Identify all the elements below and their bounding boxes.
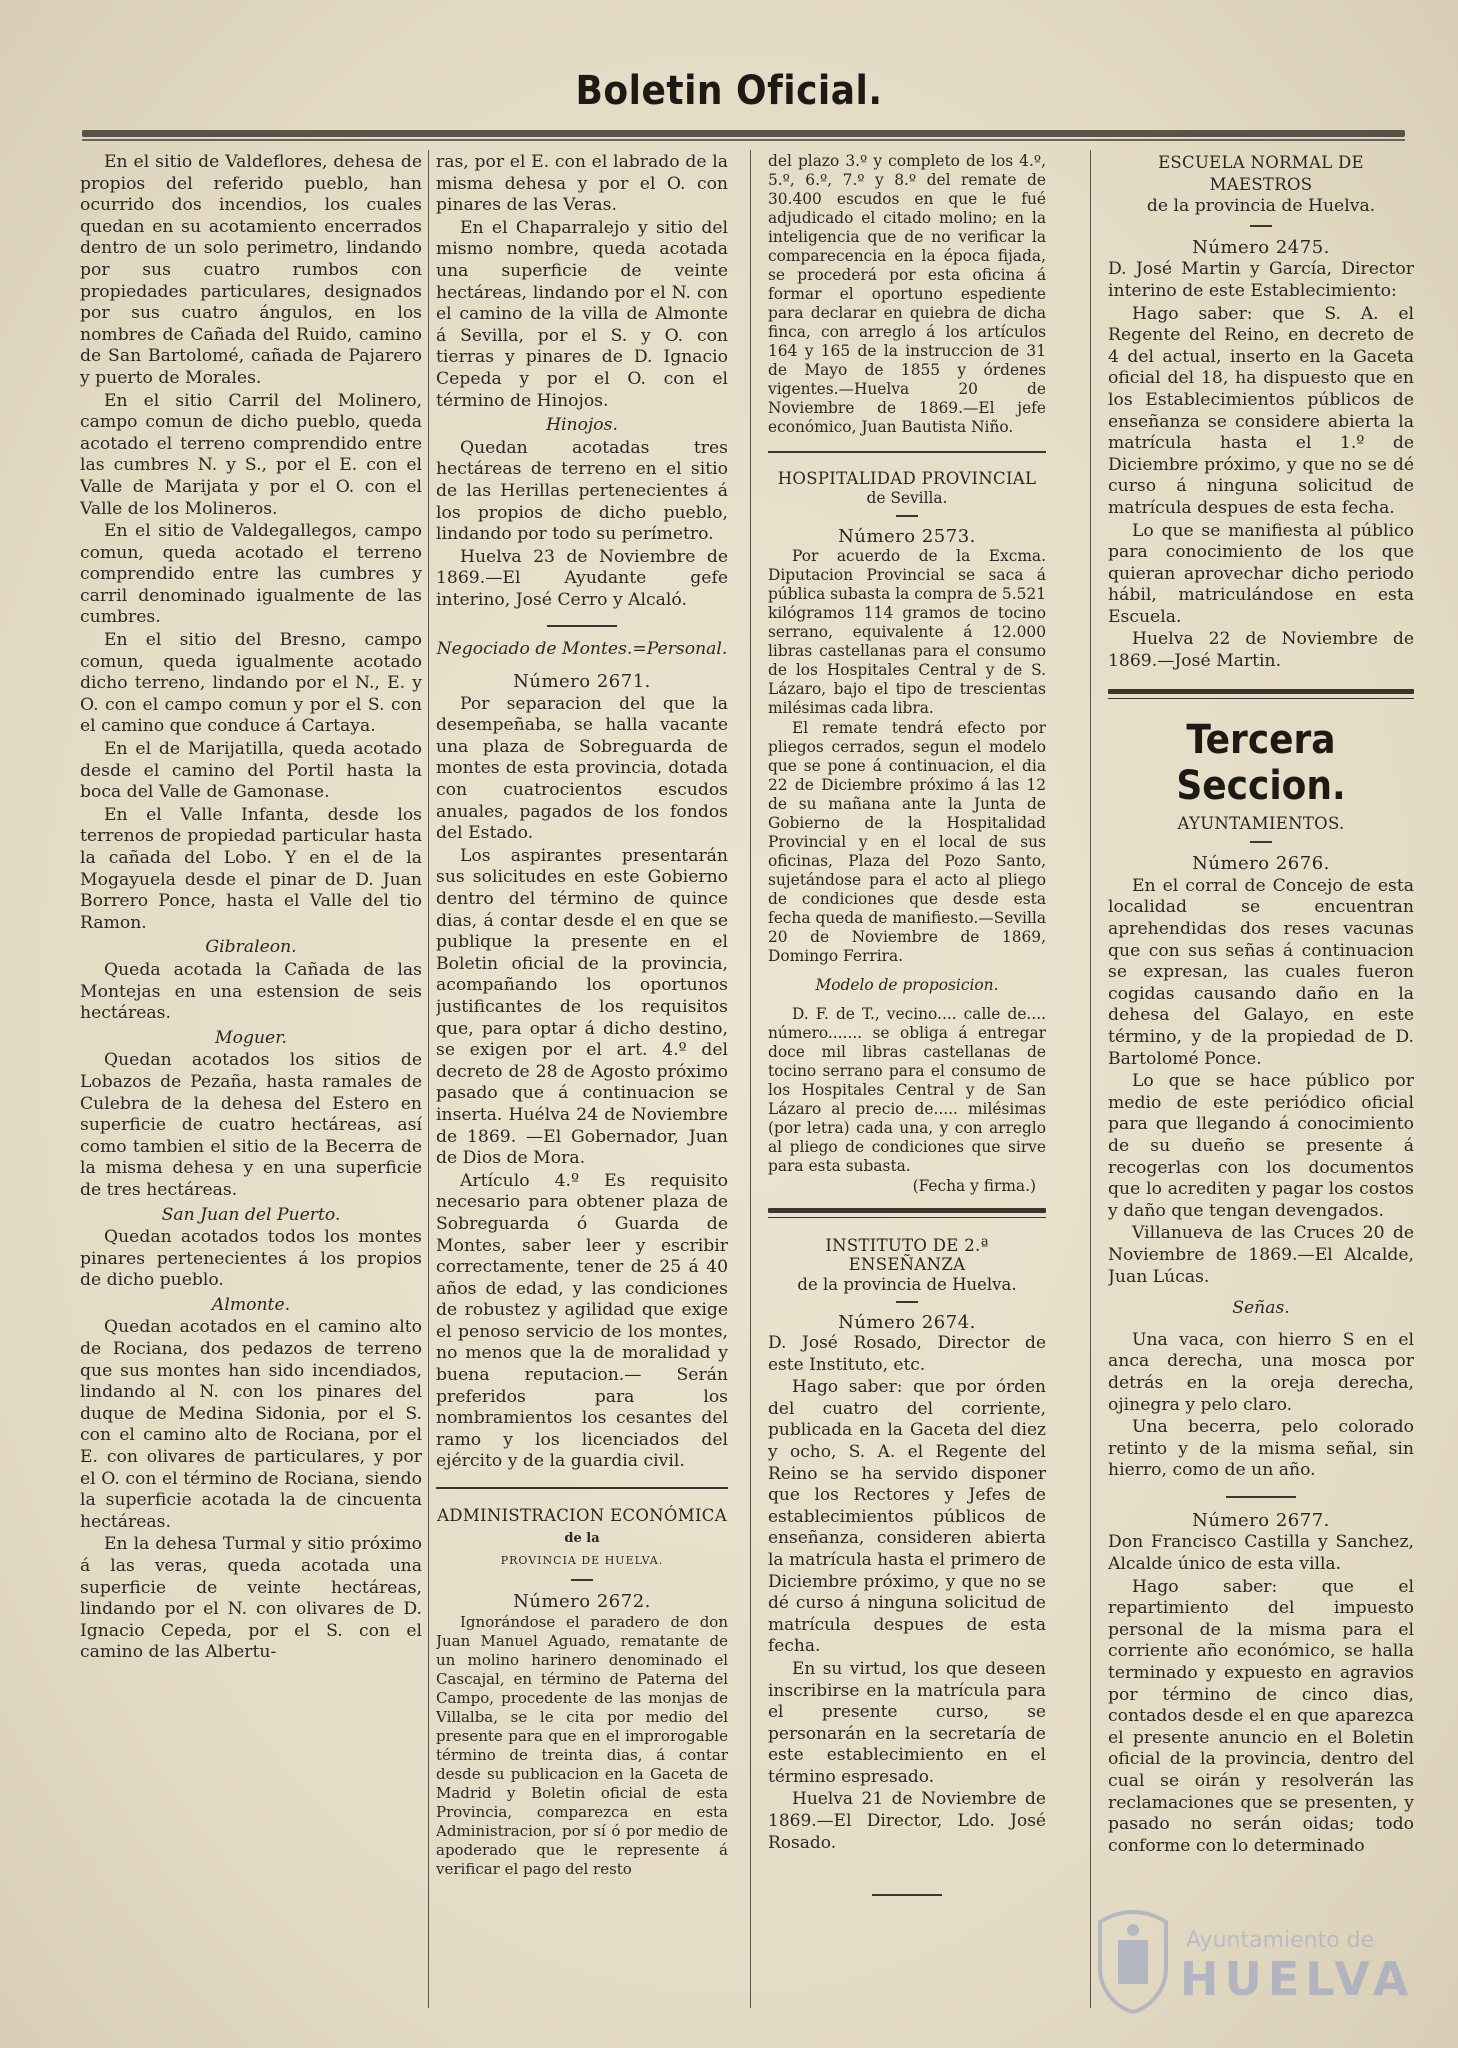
notice-number: Número 2671. — [513, 671, 651, 693]
subheading: Gibraleon. — [205, 937, 297, 958]
paragraph: (Fecha y firma.) — [912, 1177, 1036, 1195]
masthead-rule-thin — [82, 139, 1405, 141]
paragraph: Queda acotada la Cañada de las Montejas en una estension de seis hectáreas. — [80, 959, 422, 1024]
column-divider — [1090, 150, 1091, 2008]
separator — [768, 451, 1046, 453]
paragraph: En el Chaparralejo y sitio del mismo nombre, queda acotada una superficie de veinte hectáreas, lindando por el N. con el camino de la villa de Almonte á Sevilla, por el S. y O. con tierras y pinares de D. Ignacio Cepeda y por el O. con el término de Hinojos. — [436, 217, 728, 411]
masthead-rule — [82, 130, 1405, 137]
paragraph: Quedan acotadas tres hectáreas de terreno en el sitio de las Herillas pertenecientes á los propios de dicho pueblo, lindando por todo su perímetro. — [436, 437, 728, 545]
paragraph: ras, por el E. con el labrado de la misma dehesa y por el O. con pinares de las Veras. — [436, 152, 728, 216]
paragraph: En el sitio de Valdeflores, dehesa de propios del referido pueblo, han ocurrido dos incendios, los cuales quedan en su acotamiento encerrados dentro de un solo perimetro, lindando por sus cuatro rumbos con propiedades particulares, designados por sus cuatro ángulos, en los nombres de Cañada del Ruido, camino de San Bartolomé, cañada de Pajarero y puerto de Morales. — [80, 152, 422, 388]
column-1 — [80, 152, 422, 2008]
paragraph: Hago saber: que por órden del cuatro del corriente, publicada en la Gaceta del diez y ocho, S. A. el Regente del Reino se ha servido disponer que los Rectores y Jefes de establecimientos públicos de enseñanza, consideren abierta la matrícula hasta el primero de Diciembre próximo, y que no se dé curso á ninguna solicitud de matrícula despues de esta fecha. — [768, 1377, 1046, 1657]
notice-number: Número 2674. — [838, 1312, 976, 1333]
paragraph: Una vaca, con hierro S en el anca derecha, una mosca por detrás en la oreja derecha, ojinegra y pelo claro. — [1108, 1329, 1414, 1415]
paragraph: Una becerra, pelo colorado retinto y de la misma señal, sin hierro, como de un año. — [1108, 1417, 1414, 1481]
separator — [571, 1579, 593, 1581]
paragraph: En el sitio Carril del Molinero, campo comun de dicho pueblo, queda acotado el terreno comprendido entre las cumbres N. y S., por el E. con el Valle de Marijata y por el O. con el Valle de los Molineros. — [80, 390, 422, 519]
watermark — [1068, 1908, 1415, 2018]
paragraph: Hago saber: que S. A. el Regente del Reino, en decreto de 4 del actual, inserto en la Gaceta oficial del 18, ha dispuesto que en los Establecimientos públicos de enseñanza se considere abierta la matrícula hasta el 1.º de Diciembre próximo, y que no se dé curso á ninguna solicitud de matrícula despues de esta fecha. — [1108, 303, 1414, 518]
separator — [1226, 1496, 1296, 1498]
separator — [896, 1301, 918, 1303]
subheading: Negociado de Montes.=Personal. — [436, 639, 728, 660]
paragraph: El remate tendrá efecto por pliegos cerrados, segun el modelo que se pone á continuacion, el dia 22 de Diciembre próximo á las 12 de su mañana ante la Junta de Gobierno de la Hospitalidad Provincial y en el local de sus oficinas, Plaza del Pozo Santo, sujetándose para el acto al pliego de condiciones que desde esta fecha queda de manifiesto.—Sevilla 20 de Noviembre de 1869, Domingo Ferrira. — [768, 719, 1046, 965]
paragraph: Villanueva de las Cruces 20 de Noviembre de 1869.—El Alcalde, Juan Lúcas. — [1108, 1223, 1414, 1287]
paragraph: Quedan acotados en el camino alto de Rociana, dos pedazos de terreno que sus montes han sido incendiados, lindando al N. con los pinares del duque de Medina Sidonia, por el S. con el camino alto de Rociana, por el E. con olivares de particulares, y por el O. con el término de Rociana, siendo la superficie acotada la de cincuenta hectáreas. — [80, 1317, 422, 1532]
notice-number: Número 2475. — [1192, 236, 1330, 258]
paragraph: Huelva 22 de Noviembre de 1869.—José Martin. — [1108, 629, 1414, 672]
section-heading: de la — [564, 1530, 600, 1546]
paragraph: del plazo 3.º y completo de los 4.º, 5.º, 6.º, 7.º y 8.º del remate de 30.400 escudos en que le fué adjudicado el citado molino; en la inteligencia que de no verificar la comparecencia en la época fijada, se procederá por esta oficina á formar el oportuno espediente para declarar en quiebra de dicha finca, con arreglo á los artículos 164 y 165 de la instruccion de 31 de Mayo de 1855 y órdenes vigentes.—Huelva 20 de Noviembre de 1869.—El jefe económico, Juan Bautista Niño. — [768, 152, 1046, 436]
paragraph: D. José Rosado, Director de este Instituto, etc. — [768, 1333, 1046, 1375]
section-heading: de la provincia de Huelva. — [1146, 196, 1376, 217]
column-2 — [436, 152, 728, 2008]
watermark-line-1: Ayuntamiento de — [1186, 1928, 1375, 1953]
paragraph: D. José Martin y García, Director interino de este Establecimiento: — [1108, 259, 1414, 301]
notice-number: Número 2677. — [1192, 1509, 1330, 1531]
section-heading: PROVINCIA DE HUELVA. — [500, 1554, 664, 1568]
subheading: Hinojos. — [546, 415, 618, 436]
section-heading: ADMINISTRACION ECONÓMICA — [437, 1506, 727, 1526]
separator — [768, 1217, 1046, 1218]
paragraph: En el Valle Infanta, desde los terrenos de propiedad particular hasta la cañada del Lobo. Y en el de la Mogayuela desde el pinar de D. Juan Borrero Ponce, hasta el Valle del tio Ramon. — [80, 804, 422, 933]
paragraph: D. F. de T., vecino.... calle de.... número....... se obliga á entregar doce mil libras castellanas de tocino serrano para el consumo de los Hospitales Central y de San Lázaro al precio de..... milésimas (por letra) cada una, y con arreglo al pliego de condiciones que sirve para esta subasta. — [768, 1005, 1046, 1175]
separator — [896, 515, 918, 517]
paragraph: Hago saber: que el repartimiento del impuesto personal de la misma para el corriente año económico, se halla terminado y expuesto en agravios por término de cinco dias, contados desde el en que aparezca el presente anuncio en el Boletin oficial de la provincia, dentro del cual se oirán y resolverán las reclamaciones que se presenten, y pasado no serán oidas; todo conforme con lo determinado — [1108, 1576, 1414, 1856]
section-heading: ESCUELA NORMAL DE MAESTROS — [1158, 153, 1364, 194]
separator — [1250, 225, 1272, 227]
column-divider — [750, 150, 751, 2008]
section-title: Tercera Seccion. — [1176, 716, 1346, 809]
paragraph: Huelva 23 de Noviembre de 1869.—El Ayudante gefe interino, José Cerro y Alcaló. — [436, 546, 728, 610]
separator — [1250, 841, 1272, 843]
paragraph: Quedan acotados todos los montes pinares pertenecientes á los propios de dicho pueblo. — [80, 1227, 422, 1291]
separator — [1108, 689, 1414, 694]
subheading: San Juan del Puerto. — [161, 1204, 341, 1225]
watermark-line-2: HUELVA — [1180, 1952, 1415, 2006]
paragraph: Quedan acotados los sitios de Lobazos de Pezaña, hasta ramales de Culebra de la dehesa del Estero en superficie de cuatro hectáreas, así como tambien el sitio de la Becerra de la misma dehesa y en una superficie de tres hectáreas. — [80, 1050, 422, 1200]
separator — [872, 1894, 942, 1896]
paragraph: En la dehesa Turmal y sitio próximo á las veras, queda acotada una superficie de veinte hectáreas, lindando por el N. con olivares de D. Ignacio Cepeda, por el S. con el camino de las Albertu- — [80, 1534, 422, 1663]
subheading: Almonte. — [211, 1294, 291, 1315]
separator — [1108, 698, 1414, 699]
separator — [768, 1208, 1046, 1213]
section-heading: INSTITUTO DE 2.ª ENSEÑANZA — [825, 1236, 989, 1274]
paragraph: Lo que se manifiesta al público para conocimiento de los que quieran aprovechar dicho periodo hábil, matriculándose en esta Escuela. — [1108, 520, 1414, 627]
separator — [436, 1487, 728, 1489]
paragraph: Los aspirantes presentarán sus solicitudes en este Gobierno dentro del término de quince dias, á contar desde el en que se publique la presente en el Boletin oficial de la provincia, acompañando los oportunos justificantes de los requisitos que, para optar á dicho destino, se exigen por el art. 4.º del decreto de 28 de Agosto próximo pasado que á continuacion se inserta. Huélva 24 de Noviembre de 1869. —El Gobernador, Juan de Dios de Mora. — [436, 845, 728, 1169]
column-4 — [1108, 152, 1414, 2008]
section-heading: AYUNTAMIENTOS. — [1177, 813, 1345, 833]
column-divider — [428, 150, 429, 2008]
subheading: Modelo de proposicion. — [815, 976, 999, 994]
paragraph: En el sitio de Valdegallegos, campo comun, queda acotado el terreno comprendido entre las cumbres y carril denominado igualmente de las cumbres. — [80, 521, 422, 628]
paragraph: En el corral de Concejo de esta localidad se encuentran aprehendidas dos reses vacunas que con sus señas á continuacion se expresan, las cuales fueron cogidas causando daño en la dehesa del Galayo, en este término, y de la propiedad de D. Bartolomé Ponce. — [1108, 875, 1414, 1069]
paragraph: Lo que se hace público por medio de este periódico oficial para que llegando á conocimiento de su dueño se presente á recogerlas con los documentos que lo acrediten y pagar los costos y daño que tengan devengados. — [1108, 1071, 1414, 1221]
paragraph: Artículo 4.º Es requisito necesario para obtener plaza de Sobreguarda ó Guarda de Montes, saber leer y escribir correctamente, tener de 25 á 40 años de edad, y las condiciones de robustez y agilidad que exige el penoso servicio de los montes, no menos que la de moralidad y buena reputacion.— Serán preferidos para los nombramientos los cesantes del ramo y los licenciados del ejército y de la guardia civil. — [436, 1170, 728, 1472]
paragraph: En el sitio del Bresno, campo comun, queda igualmente acotado dicho terreno, lindando por el N., E. y O. con el campo comun y por el S. con el camino que conduce á Cartaya. — [80, 630, 422, 737]
masthead-title: Boletin Oficial. — [575, 68, 883, 114]
subheading: Moguer. — [215, 1027, 287, 1048]
paragraph: Por acuerdo de la Excma. Diputacion Provincial se saca á pública subasta la compra de 5.521 kilógramos 114 gramos de tocino serrano, equivalente á 12.000 libras castellanas para el consumo de los Hospitales Central y de S. Lázaro, bajo el tipo de trescientas milésimas cada libra. — [768, 547, 1046, 717]
notice-number: Número 2676. — [1192, 853, 1330, 875]
separator — [547, 625, 617, 627]
coat-of-arms-icon — [1088, 1908, 1178, 2016]
paragraph: Huelva 21 de Noviembre de 1869.—El Director, Ldo. José Rosado. — [768, 1789, 1046, 1853]
section-heading: de Sevilla. — [866, 489, 948, 507]
section-heading: HOSPITALIDAD PROVINCIAL — [777, 469, 1037, 488]
paragraph: Ignorándose el paradero de don Juan Manuel Aguado, rematante de un molino harinero denominado el Cascajal, en término de Paterna del Campo, procedente de las monjas de Villalba, se le cita por medio del presente para que en el improrogable término de treinta dias, á contar desde su publicacion en la Gaceta de Madrid y Boletin oficial de esta Provincia, comparezca en esta Administracion, por sí ó por medio de apoderado que le represente á verificar el pago del resto — [436, 1613, 728, 1879]
paragraph: En el de Marijatilla, queda acotado desde el camino del Portil hasta la boca del Valle de Gamonase. — [80, 739, 422, 803]
section-heading: de la provincia de Huelva. — [797, 1275, 1017, 1294]
notice-number: Número 2573. — [838, 526, 976, 547]
paragraph: En su virtud, los que deseen inscribirse en la matrícula para el presente curso, se personarán en la secretaría de este establecimiento en el término espresado. — [768, 1658, 1046, 1787]
column-3 — [768, 152, 1046, 2008]
subheading: Señas. — [1232, 1298, 1290, 1319]
notice-number: Número 2672. — [513, 1590, 651, 1612]
paragraph: Don Francisco Castilla y Sanchez, Alcalde único de esta villa. — [1108, 1532, 1414, 1575]
paragraph: Por separacion del que la desempeñaba, se halla vacante una plaza de Sobreguarda de montes de esta provincia, dotada con cuatrocientos escudos anuales, pagados de los fondos del Estado. — [436, 693, 728, 844]
